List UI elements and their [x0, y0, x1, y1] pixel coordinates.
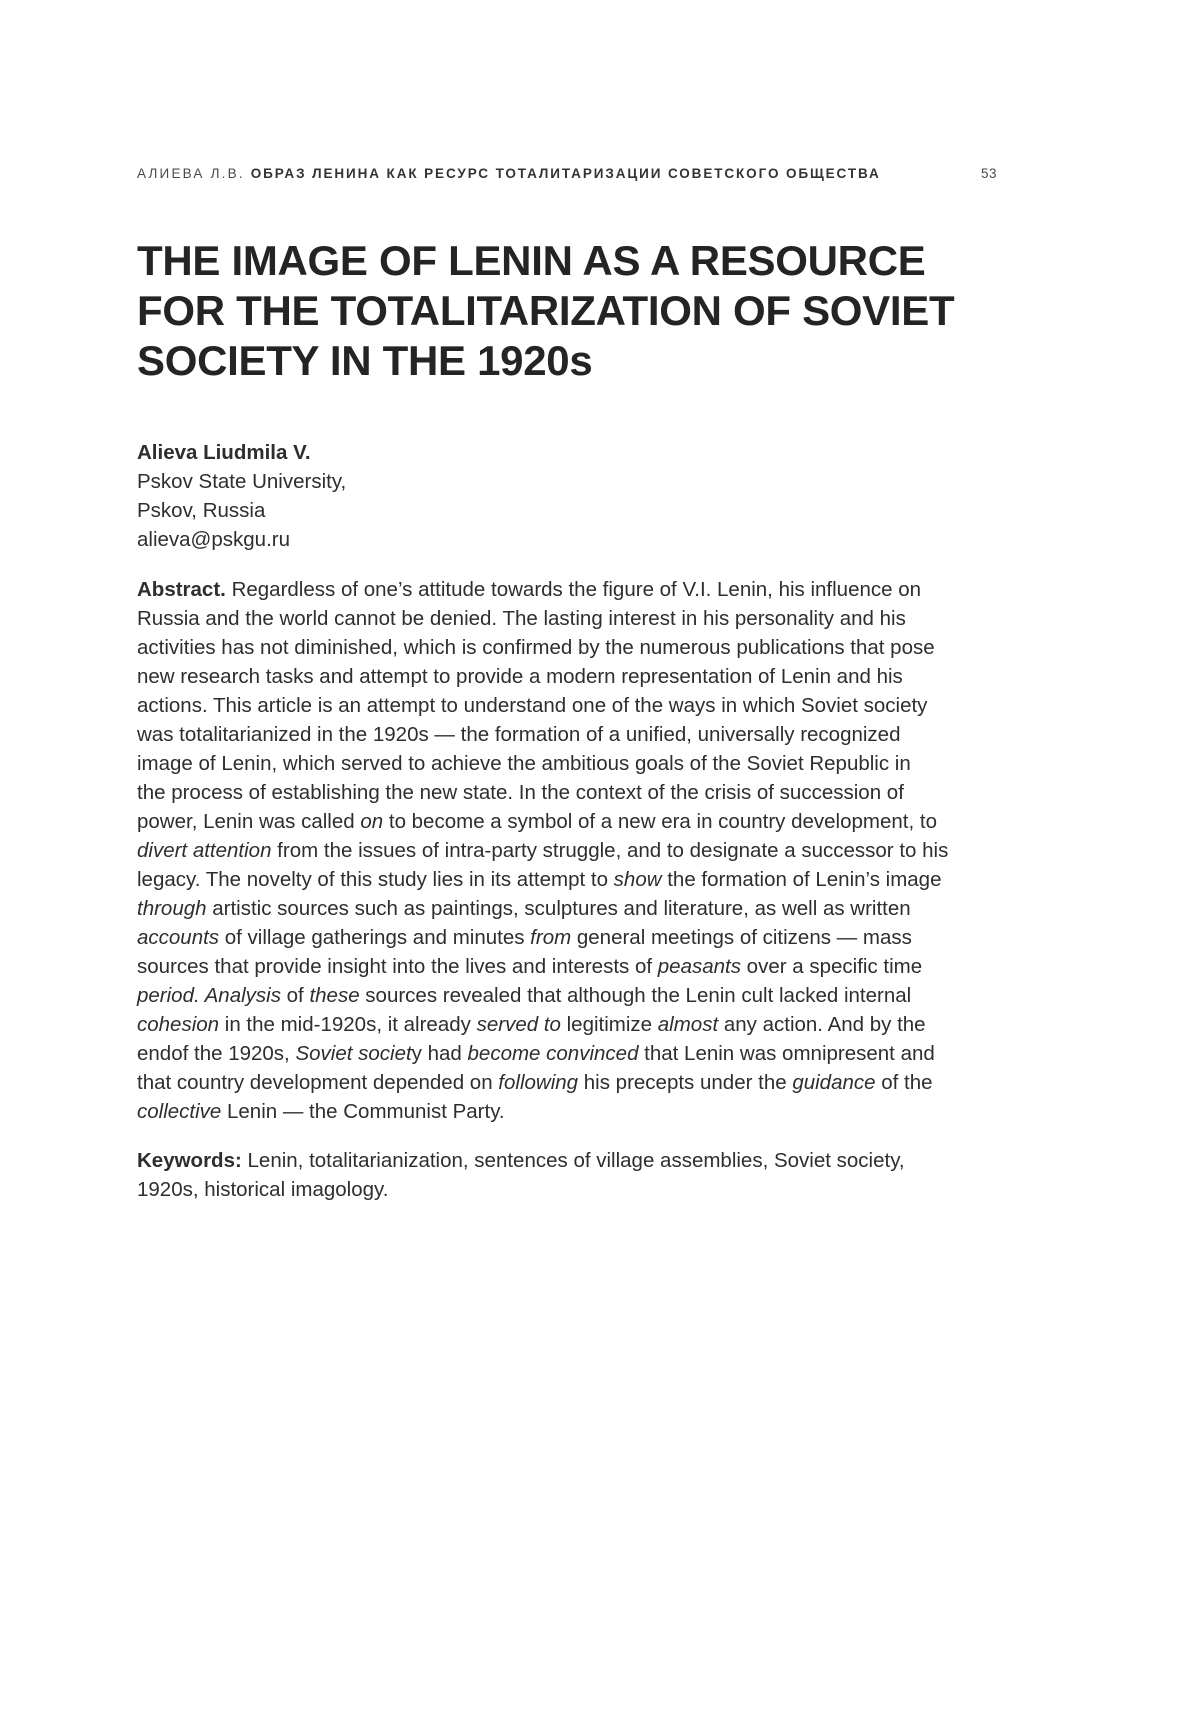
- keywords-label: Keywords:: [137, 1149, 242, 1172]
- abstract-text: of: [280, 984, 310, 1007]
- abstract-text: sources that provide insight into the lives and interests of: [137, 955, 658, 978]
- abstract-line: [137, 1097, 1017, 1126]
- abstract-emphasis: period. Analysis: [137, 984, 281, 1007]
- abstract-emphasis: peasants: [657, 955, 741, 978]
- abstract-line: [137, 1068, 1017, 1097]
- abstract-text: was totalitarianized in the 1920s — the formation of a unified, universally recognized: [137, 723, 901, 746]
- abstract-text: that country development depended on: [137, 1071, 499, 1094]
- abstract-line: [137, 604, 1017, 633]
- abstract-text: his precepts under the: [578, 1071, 793, 1094]
- keywords-line: 1920s, historical imagology.: [137, 1178, 389, 1201]
- keywords: [137, 1146, 1017, 1204]
- abstract-line: [137, 633, 1017, 662]
- abstract-emphasis: from: [530, 926, 572, 949]
- page-number: 53: [980, 166, 997, 181]
- abstract-text: general meetings of citizens — mass: [571, 926, 912, 949]
- abstract-emphasis: collective: [137, 1100, 222, 1123]
- abstract-line: [137, 836, 1017, 865]
- abstract-text: new research tasks and attempt to provide a modern representation of Lenin and his: [137, 665, 903, 688]
- abstract: [137, 575, 1017, 1126]
- abstract-emphasis: become convinced: [467, 1042, 639, 1065]
- abstract-emphasis: accounts: [137, 926, 220, 949]
- abstract-label: Abstract.: [137, 578, 226, 601]
- abstract-text: sources revealed that although the Lenin cult lacked internal: [359, 984, 912, 1007]
- running-header-author: АЛИЕВА Л.В.: [137, 166, 245, 181]
- abstract-text: artistic sources such as paintings, sculptures and literature, as well as written: [206, 897, 911, 920]
- abstract-emphasis: served to: [476, 1013, 561, 1036]
- abstract-line: [137, 720, 1017, 749]
- abstract-emphasis: through: [137, 897, 207, 920]
- abstract-emphasis: on: [360, 810, 384, 833]
- abstract-line: [137, 575, 1017, 604]
- abstract-text: power, Lenin was called: [137, 810, 361, 833]
- running-header-title: ОБРАЗ ЛЕНИНА КАК РЕСУРС ТОТАЛИТАРИЗАЦИИ СОВЕТСКОГО ОБЩЕСТВА: [250, 166, 881, 181]
- abstract-text: to become a symbol of a new era in country development, to: [383, 810, 937, 833]
- article-title-line: SOCIETY IN THE 1920s: [137, 337, 593, 384]
- abstract-text: any action. And by the: [718, 1013, 926, 1036]
- abstract-text: Lenin — the Communist Party.: [221, 1100, 505, 1123]
- abstract-text: actions. This article is an attempt to understand one of the ways in which Soviet society: [137, 694, 928, 717]
- abstract-text: that Lenin was omnipresent and: [638, 1042, 935, 1065]
- author-location: Pskov, Russia: [137, 499, 266, 522]
- abstract-emphasis: divert attention: [137, 839, 272, 862]
- abstract-text: activities has not diminished, which is confirmed by the numerous publications that pose: [137, 636, 935, 659]
- author-affiliation: Pskov State University,: [137, 470, 347, 493]
- abstract-line: [137, 662, 1017, 691]
- article-title-line: THE IMAGE OF LENIN AS A RESOURCE: [137, 237, 926, 284]
- abstract-emphasis: these: [309, 984, 360, 1007]
- abstract-text: y had: [411, 1042, 468, 1065]
- keywords-line: [137, 1146, 1017, 1175]
- running-header: [137, 166, 997, 188]
- abstract-line: [137, 923, 1017, 952]
- abstract-emphasis: Soviet societ: [295, 1042, 412, 1065]
- abstract-line: [137, 894, 1017, 923]
- abstract-line: [137, 1039, 1017, 1068]
- abstract-line: [137, 952, 1017, 981]
- abstract-line: [137, 778, 1017, 807]
- abstract-emphasis: guidance: [792, 1071, 876, 1094]
- abstract-text: of the: [875, 1071, 933, 1094]
- abstract-line: [137, 691, 1017, 720]
- abstract-text: Russia and the world cannot be denied. The lasting interest in his personality and his: [137, 607, 906, 630]
- abstract-text: from the issues of intra-party struggle, and to designate a successor to his: [271, 839, 949, 862]
- abstract-line: [137, 865, 1017, 894]
- author-email: alieva@pskgu.ru: [137, 528, 290, 551]
- abstract-text: legitimize: [560, 1013, 658, 1036]
- keywords-text: Lenin, totalitarianization, sentences of village assemblies, Soviet society,: [247, 1149, 905, 1172]
- abstract-emphasis: following: [498, 1071, 579, 1094]
- article-title-line: FOR THE TOTALITARIZATION OF SOVIET: [137, 287, 955, 334]
- abstract-emphasis: almost: [657, 1013, 719, 1036]
- abstract-text: of village gatherings and minutes: [219, 926, 531, 949]
- abstract-text: the formation of Lenin’s image: [661, 868, 942, 891]
- abstract-line: [137, 807, 1017, 836]
- abstract-text: in the mid-1920s, it already: [219, 1013, 477, 1036]
- abstract-text: over a specific time: [740, 955, 923, 978]
- abstract-text: the process of establishing the new state. In the context of the crisis of succession of: [137, 781, 904, 804]
- abstract-text: image of Lenin, which served to achieve the ambitious goals of the Soviet Republic in: [137, 752, 911, 775]
- abstract-line: [137, 981, 1017, 1010]
- author-block: [137, 438, 837, 554]
- abstract-emphasis: cohesion: [137, 1013, 220, 1036]
- abstract-line: [137, 749, 1017, 778]
- abstract-emphasis: show: [613, 868, 662, 891]
- abstract-text: Regardless of one’s attitude towards the figure of V.I. Lenin, his influence on: [231, 578, 922, 601]
- abstract-line: [137, 1010, 1017, 1039]
- author-name: Alieva Liudmila V.: [137, 441, 311, 464]
- abstract-text: endof the 1920s,: [137, 1042, 296, 1065]
- abstract-text: legacy. The novelty of this study lies in its attempt to: [137, 868, 614, 891]
- article-title: [137, 236, 1017, 386]
